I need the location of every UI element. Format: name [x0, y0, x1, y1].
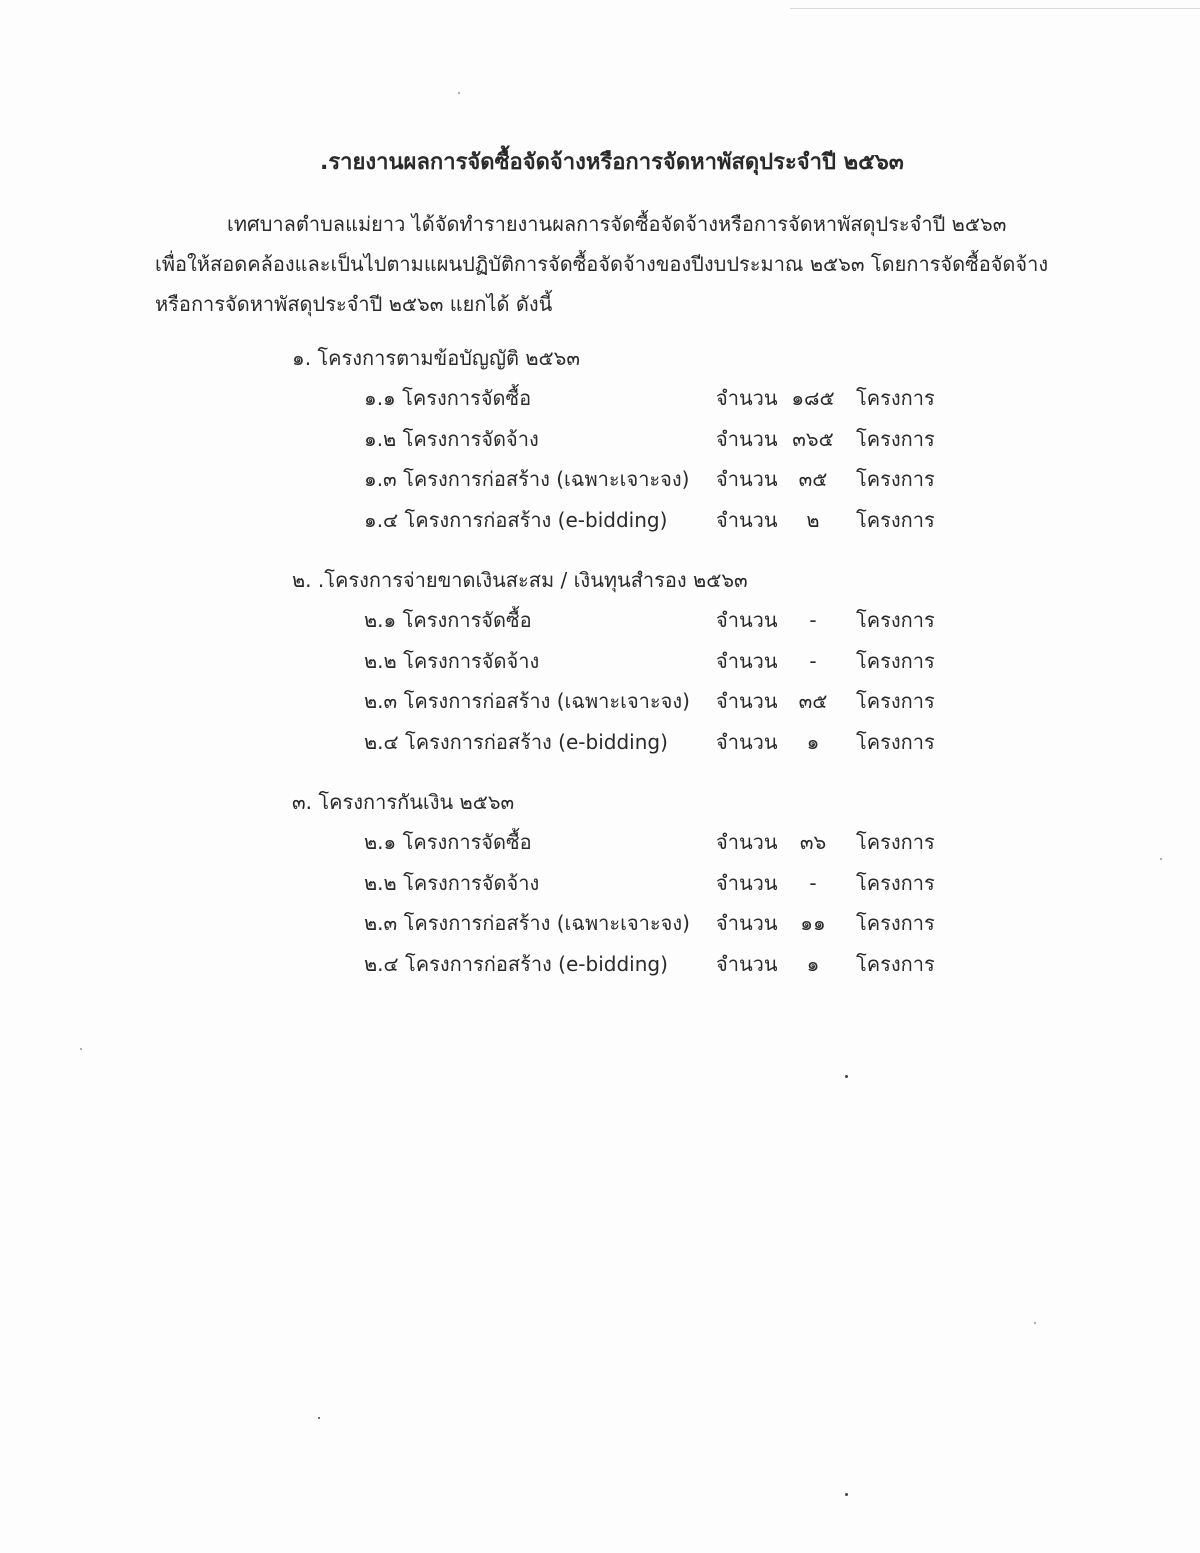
item-qty: ๓๕ — [798, 689, 828, 713]
list-item — [292, 378, 952, 419]
item-qty: ๑๑ — [800, 911, 826, 935]
item-label: ๒.๒ โครงการจัดจ้าง — [364, 870, 540, 895]
item-qty: - — [809, 648, 817, 673]
item-qty-word: จำนวน — [716, 870, 778, 895]
scan-speck — [1034, 1322, 1036, 1324]
item-qty-word: จำนวน — [716, 467, 778, 491]
item-label: ๑.๑ โครงการจัดซื้อ — [364, 386, 532, 410]
item-unit: โครงการ — [856, 870, 935, 895]
item-qty: - — [809, 870, 817, 895]
item-label: ๑.๔ โครงการก่อสร้าง (e-bidding) — [364, 507, 668, 532]
item-label: ๒.๓ โครงการก่อสร้าง (เฉพาะเจาะจง) — [364, 689, 690, 713]
item-qty-word: จำนวน — [716, 689, 778, 713]
item-label: ๒.๓ โครงการก่อสร้าง (เฉพาะเจาะจง) — [364, 911, 690, 935]
item-unit: โครงการ — [856, 386, 935, 410]
item-qty-word: จำนวน — [716, 507, 778, 532]
item-qty-word: จำนวน — [716, 729, 778, 754]
item-qty: ๑ — [806, 729, 820, 754]
list-item — [292, 722, 952, 763]
item-unit: โครงการ — [856, 911, 935, 935]
item-qty-word: จำนวน — [716, 951, 778, 976]
item-label: ๑.๒ โครงการจัดจ้าง — [364, 426, 539, 451]
list-item — [292, 500, 952, 541]
intro-line: เพื่อให้สอดคล้องและเป็นไปตามแผนปฏิบัติการจัดซื้อจัดจ้างของปีงบประมาณ ๒๕๖๓ โดยการจัดซื้อจัดจ้าง — [155, 252, 1049, 276]
document-title: .รายงานผลการจัดซื้อจัดจ้างหรือการจัดหาพัสดุประจำปี ๒๕๖๓ — [320, 150, 904, 175]
item-qty: ๒ — [806, 507, 820, 532]
item-label: ๒.๔ โครงการก่อสร้าง (e-bidding) — [364, 951, 668, 976]
list-item — [292, 903, 952, 944]
list-item — [292, 641, 952, 682]
item-unit: โครงการ — [856, 426, 935, 451]
item-unit: โครงการ — [856, 648, 935, 673]
item-unit: โครงการ — [856, 729, 935, 754]
scan-speck — [80, 1048, 82, 1050]
section-reserved-funds — [292, 782, 952, 984]
item-label: ๒.๒ โครงการจัดจ้าง — [364, 648, 540, 673]
item-unit: โครงการ — [856, 507, 935, 532]
item-qty: ๑ — [806, 951, 820, 976]
list-item — [292, 944, 952, 985]
item-unit: โครงการ — [856, 689, 935, 713]
item-qty-word: จำนวน — [716, 608, 778, 632]
item-label: ๑.๓ โครงการก่อสร้าง (เฉพาะเจาะจง) — [364, 467, 690, 491]
item-qty: ๓๖๕ — [792, 426, 834, 451]
list-item — [292, 863, 952, 904]
item-label: ๒.๑ โครงการจัดซื้อ — [364, 608, 532, 632]
item-qty-word: จำนวน — [716, 911, 778, 935]
intro-line: เทศบาลตำบลแม่ยาว ได้จัดทำรายงานผลการจัดซื้อจัดจ้างหรือการจัดหาพัสดุประจำปี ๒๕๖๓ — [227, 212, 1007, 236]
item-unit: โครงการ — [856, 608, 935, 632]
list-item — [292, 822, 952, 863]
item-unit: โครงการ — [856, 830, 935, 854]
item-qty-word: จำนวน — [716, 830, 778, 854]
list-item — [292, 600, 952, 641]
scan-speck — [1160, 858, 1162, 860]
item-qty: ๓๕ — [798, 467, 828, 491]
item-label: ๒.๔ โครงการก่อสร้าง (e-bidding) — [364, 729, 668, 754]
list-item — [292, 419, 952, 460]
list-item — [292, 681, 952, 722]
section-heading: ๒. .โครงการจ่ายขาดเงินสะสม / เงินทุนสำรอง ๒๕๖๓ — [292, 568, 748, 592]
list-item — [292, 459, 952, 500]
section-budget-ordinance — [292, 338, 952, 540]
section-heading: ๓. โครงการกันเงิน ๒๕๖๓ — [292, 790, 515, 814]
intro-paragraph — [155, 204, 1049, 324]
scan-speck — [318, 1417, 320, 1419]
scan-speck — [458, 92, 460, 94]
intro-line: หรือการจัดหาพัสดุประจำปี ๒๕๖๓ แยกได้ ดังนี้ — [155, 292, 553, 316]
section-accumulated-funds — [292, 560, 952, 762]
item-qty: - — [809, 608, 817, 632]
item-qty-word: จำนวน — [716, 386, 778, 410]
item-qty-word: จำนวน — [716, 426, 778, 451]
item-qty: ๓๖ — [799, 830, 827, 854]
item-unit: โครงการ — [856, 951, 935, 976]
item-label: ๒.๑ โครงการจัดซื้อ — [364, 830, 532, 854]
scan-edge-line — [790, 8, 1200, 9]
item-qty-word: จำนวน — [716, 648, 778, 673]
item-qty: ๑๘๕ — [791, 386, 835, 410]
item-unit: โครงการ — [856, 467, 935, 491]
scan-speck — [845, 1493, 848, 1496]
section-heading: ๑. โครงการตามข้อบัญญัติ ๒๕๖๓ — [292, 346, 581, 370]
scan-speck — [845, 1075, 848, 1078]
